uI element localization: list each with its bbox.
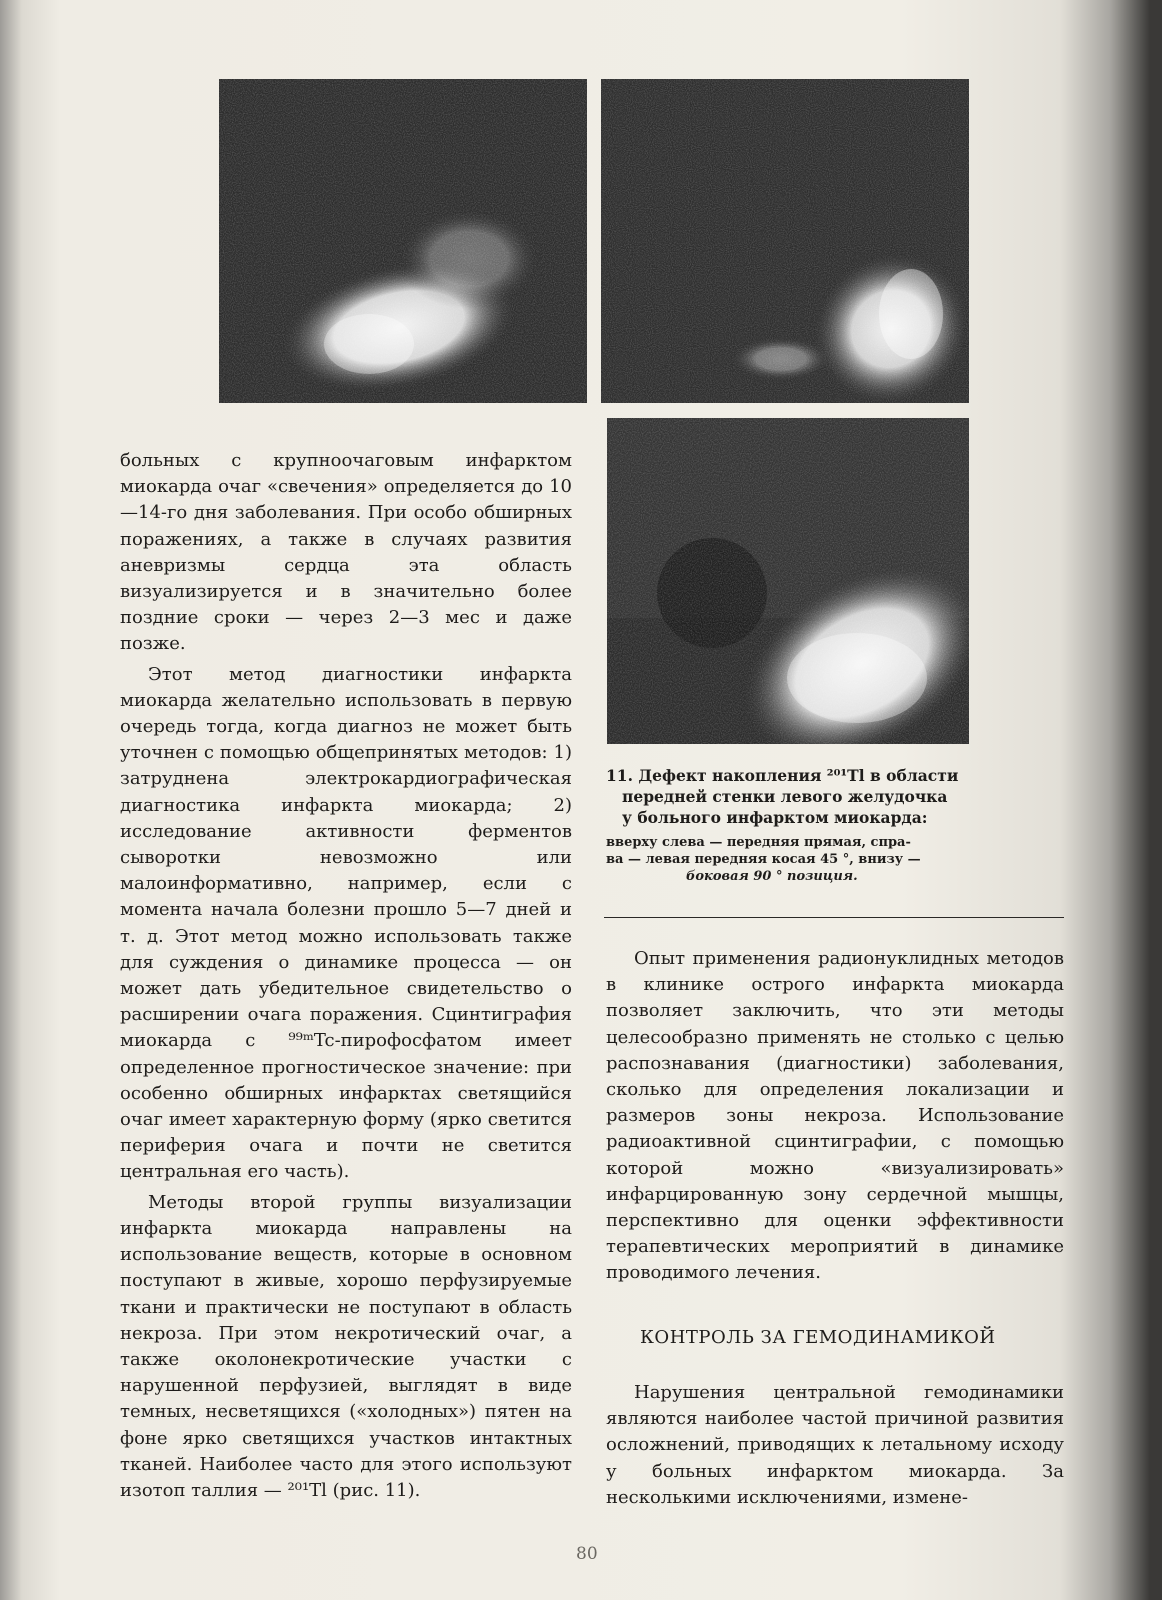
left-column	[120, 448, 572, 1504]
caption-divider	[604, 917, 1064, 918]
paragraph: Нарушения центральной гемодинамики являются наиболее частой причиной развития осложнений, приводящих к летальному исходу у больных инфарктом миокарда. За несколькими исключениями, измене-	[606, 1382, 1064, 1508]
paragraph: Методы второй группы визуализации инфаркта миокарда направлены на использование веществ, которые в основном поступают в живые, хорошо перфузируемые ткани и практически не поступают в область некроза. При этом некротический очаг, а также околонекротические участки с нарушенной перфузией, выглядят в виде темных, несветящихся («холодных») пятен на фоне ярко светящихся участков интактных тканей. Наиболее часто для этого используют изотоп таллия — ²⁰¹Tl (рис. 11).	[120, 1191, 572, 1501]
right-column	[606, 946, 1064, 1287]
section-heading: КОНТРОЛЬ ЗА ГЕМОДИНАМИКОЙ	[640, 1327, 996, 1348]
figure-caption: 11. Дефект накопления ²⁰¹Tl в области передней стенки левого желудочка у больного инфарктом миокарда: вверху слева — передняя прямая, спра- ва — левая передняя косая 45 °, внизу — боковая 90 ° позиция.	[606, 765, 976, 885]
paragraph: Этот метод диагностики инфаркта миокарда желательно использовать в первую очередь тогда, когда диагноз не может быть уточнен с помощью общепринятых методов: 1) затруднена электрокардиографическая диагностика инфаркта миокарда; 2) исследование активности ферментов сыворотки невозможно или малоинформативно, например, если с момента начала болезни прошло 5—7 дней и т. д. Этот метод можно использовать также для суждения о динамике процесса — он может дать убедительное свидетельство о расширении очага поражения. Сцинтиграфия миокарда с ⁹⁹ᵐTc-пирофосфатом имеет определенное прогностическое значение: при особенно обширных инфарктах светящийся очаг имеет характерную форму (ярко светится периферия очага и почти не светится центральная его часть).	[120, 663, 572, 1183]
page-number: 80	[576, 1544, 598, 1564]
paragraph: Опыт применения радионуклидных методов в клинике острого инфаркта миокарда позволяет заключить, что эти методы целесообразно применять не столько с целью распознавания (диагностики) заболевания, сколько для определения локализации и размеров зоны некроза. Использование радиоактивной сцинтиграфии, с помощью которой можно «визуализировать» инфарцированную зону сердечной мышцы, перспективно для оценки эффективности терапевтических мероприятий в динамике проводимого лечения.	[606, 948, 1064, 1284]
right-column-continued	[606, 1380, 1064, 1511]
figure-title: 11. Дефект накопления ²⁰¹Tl в области	[606, 766, 959, 785]
scintigram-left-anterior-oblique	[601, 79, 969, 403]
figure-description: вверху слева — передняя прямая, спра-	[606, 835, 911, 850]
scintigram-anterior	[219, 79, 587, 403]
scintigram-lateral	[607, 418, 969, 744]
figure-number: 11.	[606, 766, 633, 785]
paragraph: больных с крупноочаговым инфарктом миокарда очаг «свечения» определяется до 10—14-го дня заболевания. При особо обширных поражениях, а также в случаях развития аневризмы сердца эта область визуализируется и в значительно более поздние сроки — через 2—3 мес и даже позже.	[120, 450, 572, 655]
